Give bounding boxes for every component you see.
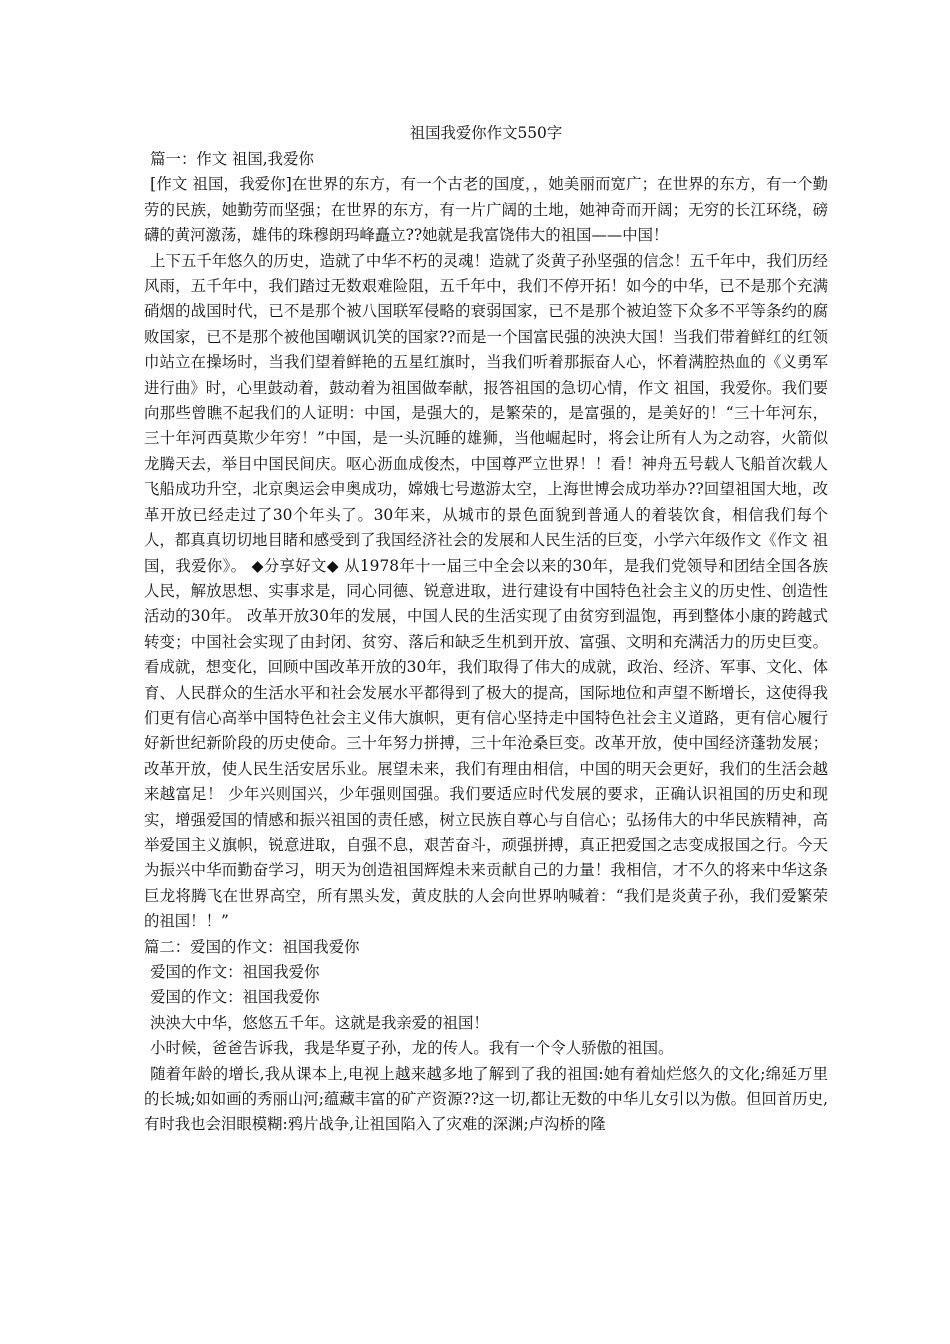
document-title: 祖国我爱你作文550字 (409, 124, 563, 142)
paragraph: [作文 祖国，我爱你]在世界的东方，有一个古老的国度，，她美丽而宽广；在世界的东方，有一个勤劳的民族，她勤劳而坚强；在世界的东方，有一片广阔的土地，她神奇而开阔；无穷的长江环绕，磅礴的黄河激荡，雄伟的珠穆朗玛峰矗立??她就是我富饶伟大的祖国——中国！ (144, 175, 828, 245)
paragraph: 小时候，爸爸告诉我，我是华夏子孙，龙的传人。我有一个令人骄傲的祖国。 (150, 1039, 674, 1058)
document-body (144, 147, 828, 1138)
paragraph: 随着年龄的增长,我从课本上,电视上越来越多地了解到了我的祖国:她有着灿烂悠久的文化;绵延万里的长城;如如画的秀丽山河;蕴藏丰富的矿产资源??这一切,都让无数的中华儿女引以为傲。但回首历史,有时我也会泪眼模糊:鸦片战争,让祖国陷入了灾难的深渊;卢沟桥的隆 (144, 1064, 828, 1134)
paragraph: 泱泱大中华，悠悠五千年。这就是我亲爱的祖国！ (150, 1013, 489, 1032)
paragraph: 上下五千年悠久的历史，造就了中华不朽的灵魂！造就了炎黄子孙坚强的信念！五千年中，我们历经风雨，五千年中，我们踏过无数艰难险阻，五千年中，我们不停开拓！如今的中华，已不是那个充满硝烟的战国时代，已不是那个被八国联军侵略的衰弱国家，已不是那个被迫签下众多不平等条约的腐败国家，已不是那个被他国嘲讽讥笑的国家??而是一个国富民强的泱泱大国！当我们带着鲜红的红领巾站立在操场时，当我们望着鲜艳的五星红旗时，当我们听着那振奋人心，怀着满腔热血的《义勇军进行曲》时，心里鼓动着，鼓动着为祖国做奉献，报答祖国的急切心情，作文 祖国，我爱你。我们要向那些曾瞧不起我们的人证明：中国，是强大的，是繁荣的，是富强的，是美好的！“三十年河东，三十年河西莫欺少年穷！”中国，是一头沉睡的雄狮，当他崛起时，将会让所有人为之动容，火箭似龙腾天去，举目中国民间庆。呕心沥血成俊杰，中国尊严立世界！！看！神舟五号载人飞船首次载人飞船成功升空，北京奥运会申奥成功，嫦娥七号遨游太空，上海世博会成功举办??回望祖国大地，改革开放已经走过了30个年头了。30年来，从城市的景色面貌到普通人的着装饮食，相信我们每个人，都真真切切地目睹和感受到了我国经济社会的发展和人民生活的巨变，小学六年级作文《作文 祖国，我爱你》。 ◆分享好文◆ 从1978年十一届三中全会以来的30年，是我们党领导和团结全国各族人民，解放思想、实事求是，同心同德、锐意进取，进行建设有中国特色社会主义的历史性、创造性活动的30年。 改革开放30年的发展，中国人民的生活实现了由贫穷到温饱，再到整体小康的跨越式转变；中国社会实现了由封闭、贫穷、落后和缺乏生机到开放、富强、文明和充满活力的历史巨变。看成就，想变化，回顾中国改革开放的30年，我们取得了伟大的成就，政治、经济、军事、文化、体育、人民群众的生活水平和社会发展水平都得到了极大的提高，国际地位和声望不断增长，这使得我们更有信心高举中国特色社会主义伟大旗帜，更有信心坚持走中国特色社会主义道路，更有信心履行好新世纪新阶段的历史使命。三十年努力拼搏，三十年沧桑巨变。改革开放，使中国经济蓬勃发展；改革开放，使人民生活安居乐业。展望未来，我们有理由相信，中国的明天会更好，我们的生活会越来越富足！ 少年兴则国兴，少年强则国强。我们要适应时代发展的要求，正确认识祖国的历史和现实，增强爱国的情感和振兴祖国的责任感，树立民族自尊心与自信心；弘扬伟大的中华民族精神，高举爱国主义旗帜，锐意进取，自强不息，艰苦奋斗，顽强拼搏，真正把爱国之志变成报国之行。今天为振兴中华而勤奋学习，明天为创造祖国辉煌未来贡献自己的力量！我相信，才不久的将来中华这条巨龙将腾飞在世界高空，所有黑头发，黄皮肤的人会向世界呐喊着：“我们是炎黄子孙，我们爱繁荣的祖国！！” (144, 251, 828, 931)
paragraph: 爱国的作文：祖国我爱你 (150, 963, 320, 981)
paragraph: 篇一：作文 祖国,我爱你 (150, 150, 314, 168)
paragraph: 爱国的作文：祖国我爱你 (150, 988, 320, 1007)
paragraph: 篇二：爱国的作文：祖国我爱你 (144, 937, 360, 956)
document-page (144, 120, 828, 1138)
